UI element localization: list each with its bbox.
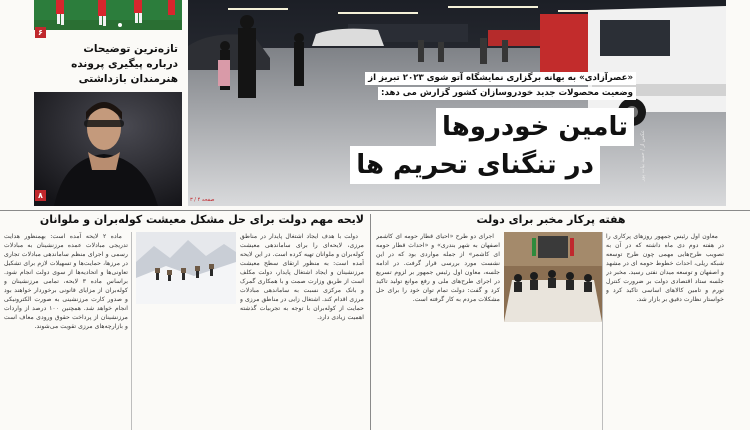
top-page-badge: ۶	[35, 27, 46, 38]
kicker-line: وضعیت محصولات جدید خودروسازان کشور گزارش می دهد:	[378, 87, 636, 100]
page-reference: صفحه ۴ / ۳	[190, 197, 215, 203]
article-separator	[370, 214, 371, 430]
football-photo	[34, 0, 182, 30]
headline-line: تامین خودروها	[436, 108, 634, 146]
article-paragraph: معاون اول رئیس جمهور روزهای پرکاری را در هفته دوم دی ماه داشته که در آن به تصویب طرح‌هایی مهمی چون طرح توسعه شبکه ریلی، احداث خطوط حومه ای در مشهد و اصفهان و توسعه میدان نفتی رسید. مخبر در جلسه ستاد اقتصادی دولت بر ضرورت کنترل تورم و تامین کالاهای اساسی تاکید کرد و خواستار نظارت دقیق بر بازار شد.	[606, 233, 724, 303]
teaser-line: تازه‌ترین توضیحات	[83, 43, 178, 55]
headline-line: در تنگنای تحریم ها	[350, 146, 600, 184]
hero-headline[interactable]	[318, 108, 634, 184]
article-paragraph: دولت با هدف ایجاد اشتغال پایدار در مناطق مرزی، لایحه‌ای را برای ساماندهی معیشت کوله‌بران و ملوانان تهیه کرده است. در این لایحه آمده است: به منظور ارتقای سطح معیشت مرزنشینان و ایجاد اشتغال پایدار، دولت مکلف است از طریق وزارت صمت و با همکاری گمرک و بانک مرکزی نسبت به ساماندهی مبادلات مرزی اقدام کند. اشتغال زایی در مناطق مرزی و حمایت از کوله‌بران با توجه به تجربیات گذشته اهمیت زیادی دارد.	[240, 233, 364, 321]
column-rule	[131, 232, 132, 430]
artist-portrait-illustration	[34, 92, 182, 206]
left-sidebar	[0, 0, 182, 206]
hafte-article-title[interactable]: هفته پرکار مخبر برای دولت	[476, 213, 626, 226]
lahe-article-title[interactable]: لایحه مهم دولت برای حل مشکل معیشت کوله‌بران و ملوانان	[39, 213, 364, 226]
hero-kicker[interactable]	[316, 72, 636, 100]
kicker-line: «عصرآزادی» به بهانه برگزاری نمایشگاه آتو شوی ۲۰۲۳ تبریز از	[365, 72, 636, 85]
teaser-line: هنرمندان بازداشتی	[78, 73, 178, 85]
football-photo-illustration	[34, 0, 182, 30]
section-divider	[0, 210, 750, 211]
government-meeting-photo	[504, 232, 602, 322]
article-paragraph: اجرای دو طرح «احیای قطار حومه ای کاشمر اصفهان به شهر بندری» و «احداث قطار حومه ای کاشمر» از جمله مواردی بود که در این نشست مورد بررسی قرار گرفت. در ادامه جلسه، معاون اول رئیس جمهور بر لزوم تسریع در اجرای طرح‌های ملی و رفع موانع تولید تاکید کرد و گفت: دولت تمام توان خود را برای حل مشکلات مردم به کار گرفته است.	[376, 233, 500, 303]
photo-credit: عکس از / حمید بیات پور	[640, 130, 646, 182]
artist-portrait-photo	[34, 92, 182, 206]
snowy-mountain-illustration	[136, 232, 236, 304]
column-rule	[602, 232, 603, 430]
article-paragraph: ماده ۲ لایحه آمده است: بهمنظور هدایت تدریجی مبادلات عمده مرزنشینان به مبادلات رسمی و اجرای منظم ساماندهی مبادلات تجاری در مرزها، حمایت‌ها و تسهیلات لازم برای تشکیل تعاونی‌ها و اتحادیه‌ها از سوی دولت انجام شود. براساس ماده ۳ لایحه، تمامی مرزنشینان و کوله‌بران از مزایای قانونی برخوردار خواهند بود و صدور کارت مرزنشینی به صورت الکترونیکی انجام خواهد شد. همچنین ۱۰۰ درصد از واردات مرزنشینان از پرداخت حقوق ورودی معاف است و بازارچه‌های مرزی تقویت می‌شوند.	[4, 233, 128, 330]
hafte-article-column-a	[376, 232, 500, 430]
bottom-page-badge: ۸	[35, 190, 46, 201]
arrested-artists-teaser[interactable]	[50, 42, 178, 87]
teaser-line: درباره پیگیری پرونده	[71, 58, 178, 70]
hafte-article-column-b	[606, 232, 724, 430]
lahe-article-column-a	[4, 232, 128, 430]
lahe-article-column-b	[240, 232, 364, 430]
kolbar-snow-photo	[136, 232, 236, 304]
meeting-room-illustration	[504, 232, 602, 322]
right-margin	[726, 0, 750, 430]
